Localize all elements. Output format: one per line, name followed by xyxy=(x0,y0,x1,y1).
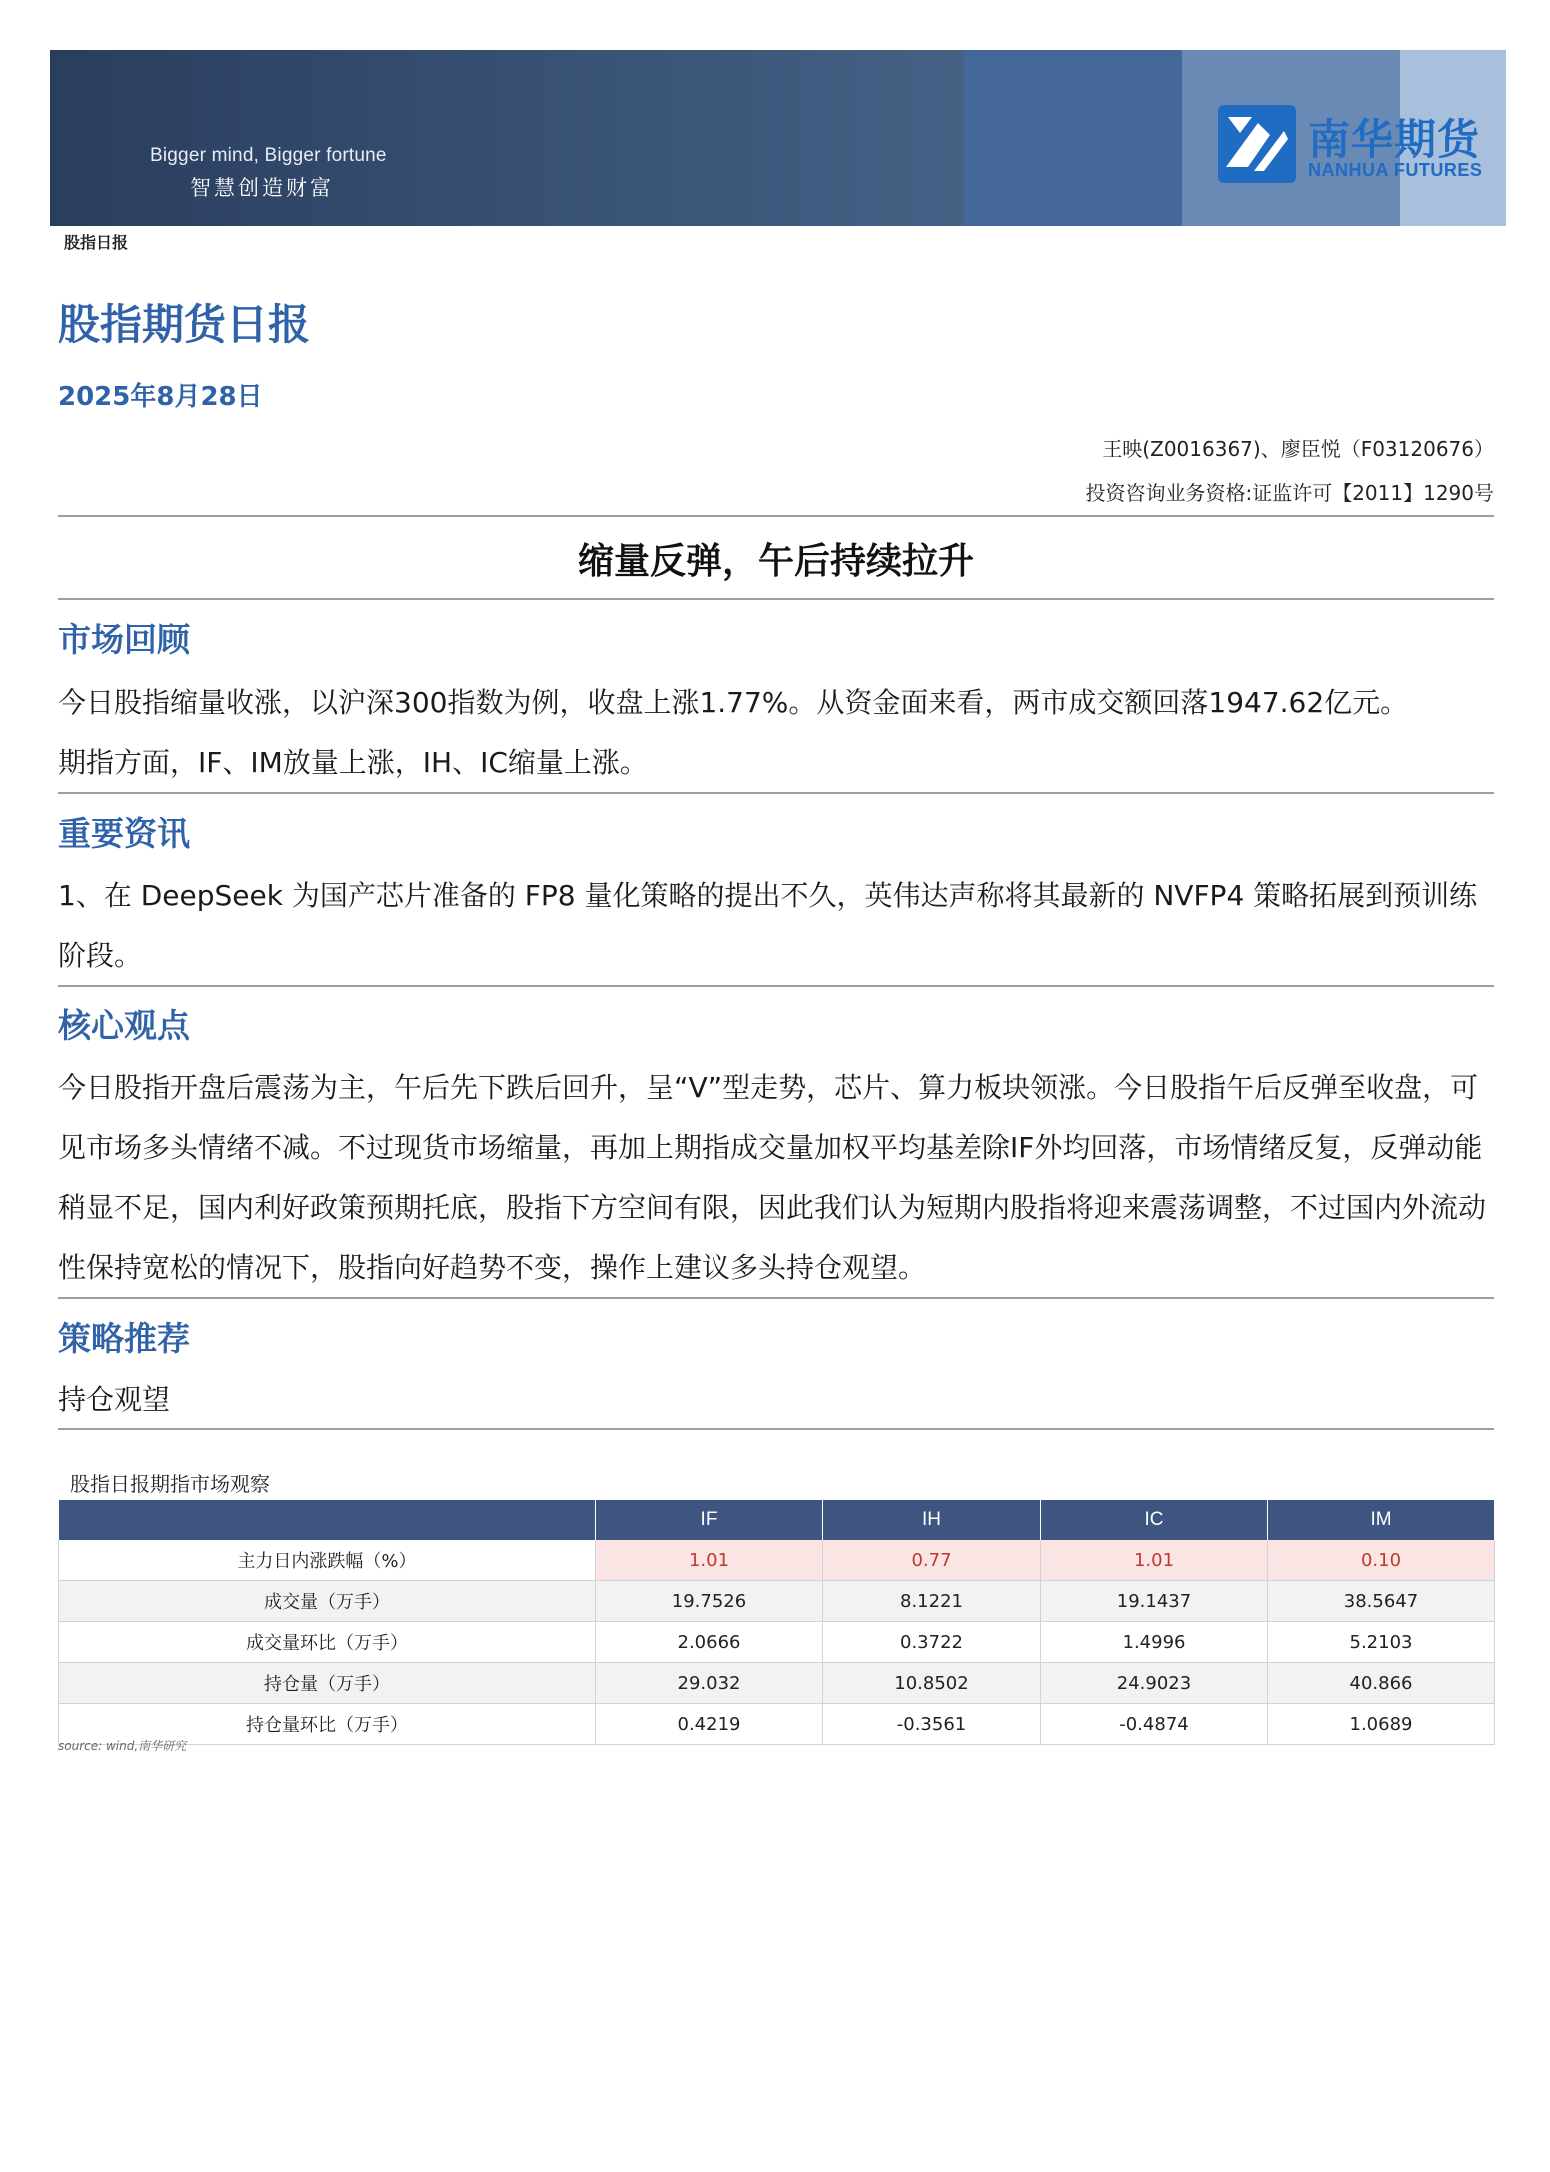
table-cell: 1.01 xyxy=(1041,1540,1268,1581)
section-title-market-review: 市场回顾 xyxy=(58,620,190,659)
column-header xyxy=(59,1500,596,1540)
table-row xyxy=(59,1581,1495,1622)
section-title-key-news: 重要资讯 xyxy=(58,814,190,853)
column-header: IH xyxy=(823,1500,1041,1540)
divider xyxy=(58,1297,1494,1299)
table-cell: 29.032 xyxy=(596,1663,823,1704)
divider xyxy=(58,985,1494,987)
table-cell: 5.2103 xyxy=(1268,1622,1495,1663)
table-cell: 24.9023 xyxy=(1041,1663,1268,1704)
table-row xyxy=(59,1704,1495,1745)
table-cell: 0.4219 xyxy=(596,1704,823,1745)
source-note: source: wind,南华研究 xyxy=(58,1739,187,1753)
market-observation-table xyxy=(58,1500,1495,1745)
table-cell: 19.7526 xyxy=(596,1581,823,1622)
table-cell: 0.10 xyxy=(1268,1540,1495,1581)
section-title-core-view: 核心观点 xyxy=(58,1006,190,1045)
logo-chinese-name: 南华期货 xyxy=(1308,115,1481,164)
license-info: 投资咨询业务资格:证监许可【2011】1290号 xyxy=(1085,481,1494,505)
row-label: 持仓量（万手） xyxy=(59,1663,596,1704)
table-cell: -0.3561 xyxy=(823,1704,1041,1745)
table-cell: 40.866 xyxy=(1268,1663,1495,1704)
report-category: 股指日报 xyxy=(64,233,129,252)
table-header-row xyxy=(59,1500,1495,1540)
table-row xyxy=(59,1663,1495,1704)
table-cell: 0.77 xyxy=(823,1540,1041,1581)
header-banner xyxy=(50,50,1506,226)
core-view-paragraph: 今日股指开盘后震荡为主，午后先下跌后回升，呈“V”型走势，芯片、算力板块领涨。今日股指午后反弹至收盘，可见市场多头情绪不减。不过现货市场缩量，再加上期指成交量加权平均基差除IF外均回落，市场情绪反复，反弹动能稍显不足，国内利好政策预期托底，股指下方空间有限，因此我们认为短期内股指将迎来震荡调整，不过国内外流动性保持宽松的情况下，股指向好趋势不变，操作上建议多头持仓观望。 xyxy=(58,1071,1487,1284)
divider xyxy=(58,598,1494,600)
table-cell: 2.0666 xyxy=(596,1622,823,1663)
table-row xyxy=(59,1540,1495,1581)
page-title: 股指期货日报 xyxy=(58,300,311,349)
table-caption: 股指日报期指市场观察 xyxy=(70,1472,270,1496)
report-date: 2025年8月28日 xyxy=(58,382,263,412)
divider xyxy=(58,515,1494,517)
key-news-paragraph: 1、在 DeepSeek 为国产芯片准备的 FP8 量化策略的提出不久，英伟达声称将其最新的 NVFP4 策略拓展到预训练阶段。 xyxy=(58,879,1478,972)
row-label: 主力日内涨跌幅（%） xyxy=(59,1540,596,1581)
market-review-paragraph: 今日股指缩量收涨，以沪深300指数为例，收盘上涨1.77%。从资金面来看，两市成交额回落1947.62亿元。 xyxy=(58,686,1409,719)
section-title-strategy: 策略推荐 xyxy=(58,1319,190,1358)
table-cell: 19.1437 xyxy=(1041,1581,1268,1622)
headline: 缩量反弹，午后持续拉升 xyxy=(577,541,974,582)
strategy-paragraph: 持仓观望 xyxy=(58,1383,171,1416)
table-cell: 1.4996 xyxy=(1041,1622,1268,1663)
nanhua-logo xyxy=(1218,105,1503,185)
table-cell: 38.5647 xyxy=(1268,1581,1495,1622)
nanhua-logo-icon xyxy=(1218,105,1296,183)
column-header: IC xyxy=(1041,1500,1268,1540)
table-cell: 10.8502 xyxy=(823,1663,1041,1704)
authors: 王映(Z0016367)、廖臣悦（F03120676） xyxy=(1102,437,1494,461)
table-row xyxy=(59,1622,1495,1663)
slogan-chinese: 智慧创造财富 xyxy=(190,176,334,200)
table-cell: -0.4874 xyxy=(1041,1704,1268,1745)
row-label: 成交量环比（万手） xyxy=(59,1622,596,1663)
table-cell: 1.01 xyxy=(596,1540,823,1581)
logo-english-name: NANHUA FUTURES xyxy=(1308,160,1483,180)
column-header: IF xyxy=(596,1500,823,1540)
divider xyxy=(58,792,1494,794)
banner-band xyxy=(964,50,1182,226)
market-review-paragraph: 期指方面，IF、IM放量上涨，IH、IC缩量上涨。 xyxy=(58,746,648,779)
table-cell: 1.0689 xyxy=(1268,1704,1495,1745)
row-label: 持仓量环比（万手） xyxy=(59,1704,596,1745)
table-cell: 0.3722 xyxy=(823,1622,1041,1663)
divider xyxy=(58,1428,1494,1430)
table-cell: 8.1221 xyxy=(823,1581,1041,1622)
slogan-english: Bigger mind, Bigger fortune xyxy=(150,145,387,166)
column-header: IM xyxy=(1268,1500,1495,1540)
row-label: 成交量（万手） xyxy=(59,1581,596,1622)
